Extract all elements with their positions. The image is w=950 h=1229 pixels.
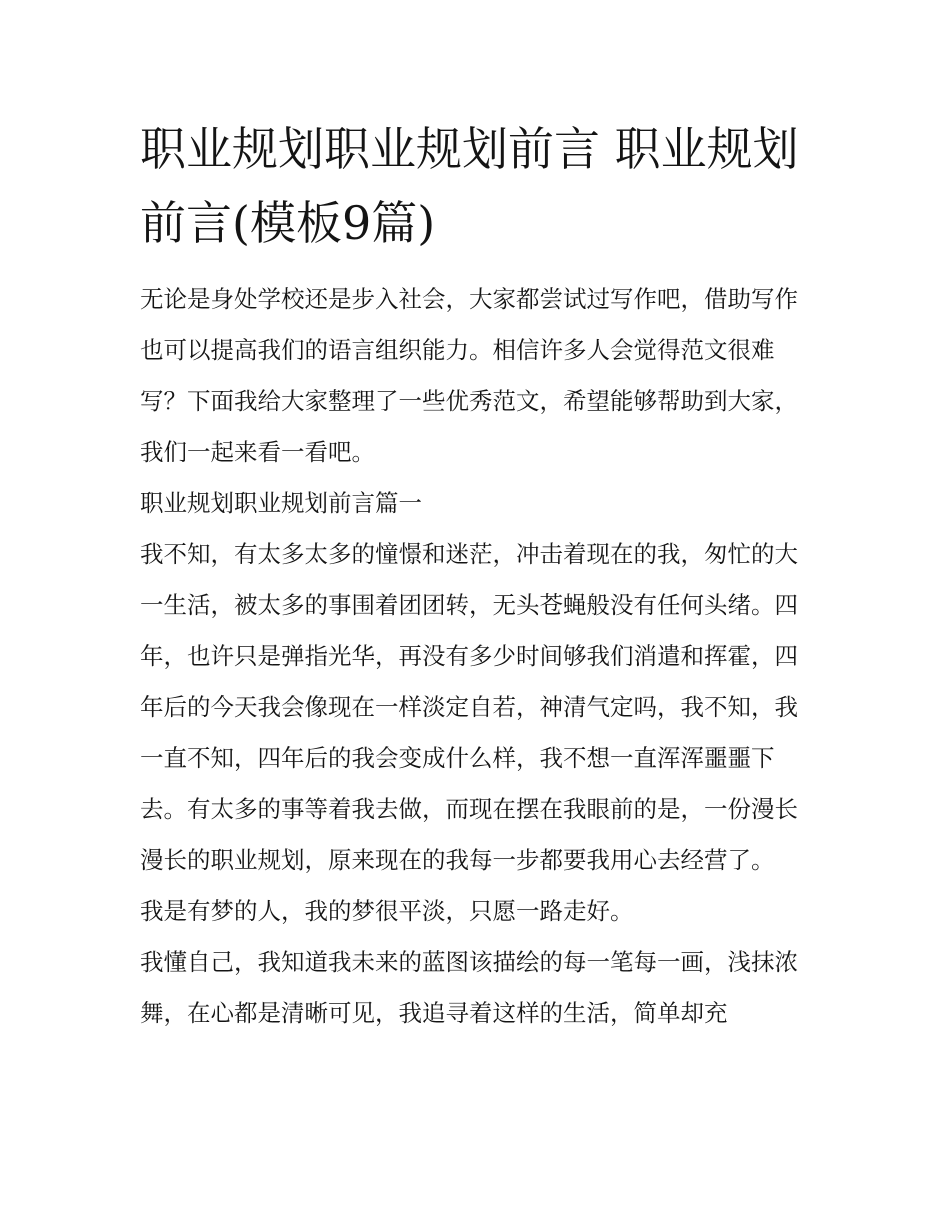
document-body	[140, 274, 812, 1039]
section-heading: 职业规划职业规划前言篇一	[140, 489, 422, 517]
body-paragraph: 我是有梦的人，我的梦很平淡，只愿一路走好。	[140, 897, 634, 925]
intro-paragraph: 无论是身处学校还是步入社会，大家都尝试过写作吧，借助写作也可以提高我们的语言组织能力。相信许多人会觉得范文很难写？下面我给大家整理了一些优秀范文，希望能够帮助到大家，我们一起来看一看吧。	[140, 285, 798, 466]
body-paragraph: 我懂自己，我知道我未来的蓝图该描绘的每一笔每一画，浅抹浓舞，在心都是清晰可见，我追寻着这样的生活，简单却充	[140, 948, 798, 1027]
document-page	[140, 112, 812, 1039]
document-title: 职业规划职业规划前言 职业规划前言(模板9篇)	[140, 122, 799, 250]
body-paragraph: 我不知，有太多太多的憧憬和迷茫，冲击着现在的我，匆忙的大一生活，被太多的事围着团团转，无头苍蝇般没有任何头绪。四年，也许只是弹指光华，再没有多少时间够我们消遣和挥霍，四年后的今天我会像现在一样淡定自若，神清气定吗，我不知，我一直不知，四年后的我会变成什么样，我不想一直浑浑噩噩下去。有太多的事等着我去做，而现在摆在我眼前的是，一份漫长漫长的职业规划，原来现在的我每一步都要我用心去经营了。	[140, 540, 798, 874]
